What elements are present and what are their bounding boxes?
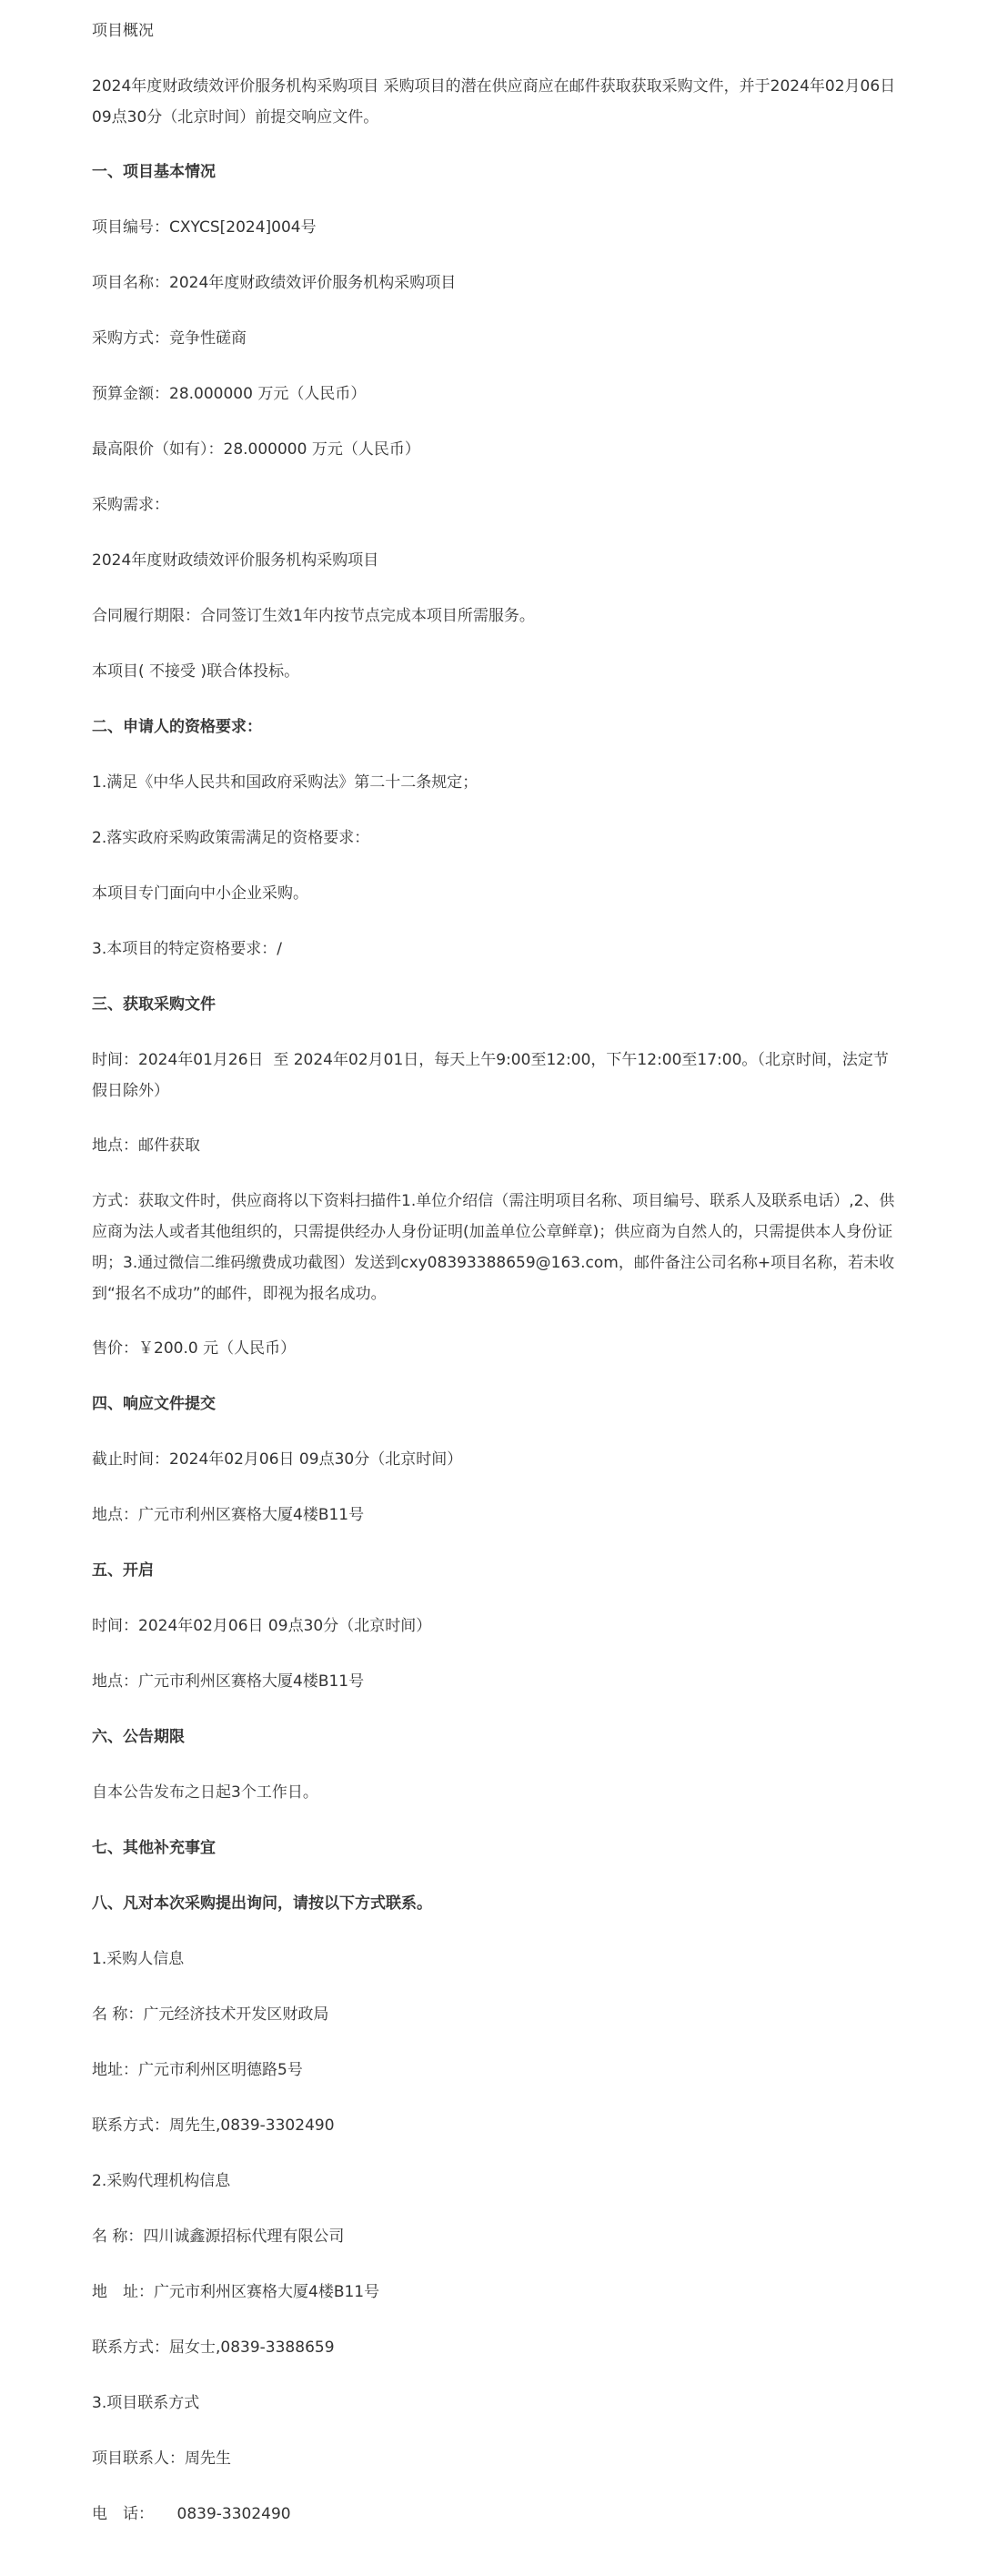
project-contact-phone: 电 话： 0839-3302490 (92, 2505, 291, 2523)
demand-label: 采购需求： (92, 496, 169, 514)
agency-address: 地 址：广元市利州区赛格大厦4楼B11号 (92, 2283, 380, 2301)
opening-place: 地点：广元市利州区赛格大厦4楼B11号 (92, 1672, 365, 1691)
requirement-1: 1.满足《中华人民共和国政府采购法》第二十二条规定； (92, 773, 478, 792)
buyer-name: 名 称：广元经济技术开发区财政局 (92, 2005, 329, 2024)
agency-name: 名 称：四川诚鑫源招标代理有限公司 (92, 2227, 345, 2246)
section-8-heading: 八、凡对本次采购提出询问，请按以下方式联系。 (92, 1894, 432, 1913)
section-6-heading: 六、公告期限 (92, 1728, 185, 1746)
requirement-2: 2.落实政府采购政策需满足的资格要求： (92, 829, 370, 847)
project-name: 项目名称：2024年度财政绩效评价服务机构采购项目 (92, 274, 457, 292)
section-1-heading: 一、项目基本情况 (92, 163, 216, 181)
submission-deadline: 截止时间：2024年02月06日 09点30分（北京时间） (92, 1450, 463, 1469)
budget-amount: 预算金额：28.000000 万元（人民币） (92, 385, 367, 403)
buyer-address: 地址：广元市利州区明德路5号 (92, 2061, 303, 2079)
intro-paragraph: 2024年度财政绩效评价服务机构采购项目 采购项目的潜在供应商应在邮件获取获取采购文件，并于2024年02月06日 09点30分（北京时间）前提交响应文件。 (92, 77, 901, 126)
buyer-info-label: 1.采购人信息 (92, 1950, 185, 1968)
announcement-period: 自本公告发布之日起3个工作日。 (92, 1783, 318, 1802)
consortium-note: 本项目( 不接受 )联合体投标。 (92, 662, 300, 681)
document-place: 地点：邮件获取 (92, 1136, 200, 1155)
agency-info-label: 2.采购代理机构信息 (92, 2172, 231, 2190)
document-time: 时间：2024年01月26日 至 2024年02月01日，每天上午9:00至12:00，下午12:00至17:00。（北京时间，法定节假日除外） (92, 1051, 889, 1100)
requirement-2-detail: 本项目专门面向中小企业采购。 (92, 884, 308, 903)
project-contact-label: 3.项目联系方式 (92, 2394, 200, 2412)
section-2-heading: 二、申请人的资格要求： (92, 718, 262, 736)
agency-contact: 联系方式：屈女士,0839-3388659 (92, 2339, 335, 2357)
buyer-contact: 联系方式：周先生,0839-3302490 (92, 2116, 335, 2135)
document-price: 售价：￥200.0 元（人民币） (92, 1339, 297, 1358)
procurement-method: 采购方式：竞争性磋商 (92, 329, 247, 348)
overview-label: 项目概况 (92, 22, 154, 40)
section-3-heading: 三、获取采购文件 (92, 995, 216, 1014)
project-number: 项目编号：CXYCS[2024]004号 (92, 218, 317, 237)
document-method: 方式：获取文件时，供应商将以下资料扫描件1.单位介绍信（需注明项目名称、项目编号、联系人及联系电话）,2、供应商为法人或者其他组织的，只需提供经办人身份证明(加盖单位公章鲜章)；供应商为自然人的，只需提供本人身份证明；3.通过微信二维码缴费成功截图）发送到cxy08393388659@163.com，邮件备注公司名称+项目名称，若未收到“报名不成功”的邮件，即视为报名成功。 (92, 1192, 895, 1303)
requirement-3: 3.本项目的特定资格要求：/ (92, 940, 282, 958)
max-price: 最高限价（如有）：28.000000 万元（人民币） (92, 440, 420, 459)
submission-place: 地点：广元市利州区赛格大厦4楼B11号 (92, 1506, 365, 1524)
section-5-heading: 五、开启 (92, 1561, 154, 1580)
section-7-heading: 七、其他补充事宜 (92, 1839, 216, 1857)
contract-period: 合同履行期限：合同签订生效1年内按节点完成本项目所需服务。 (92, 607, 535, 625)
project-contact-person: 项目联系人：周先生 (92, 2450, 231, 2468)
demand-content: 2024年度财政绩效评价服务机构采购项目 (92, 551, 379, 570)
section-4-heading: 四、响应文件提交 (92, 1395, 216, 1413)
opening-time: 时间：2024年02月06日 09点30分（北京时间） (92, 1617, 432, 1635)
